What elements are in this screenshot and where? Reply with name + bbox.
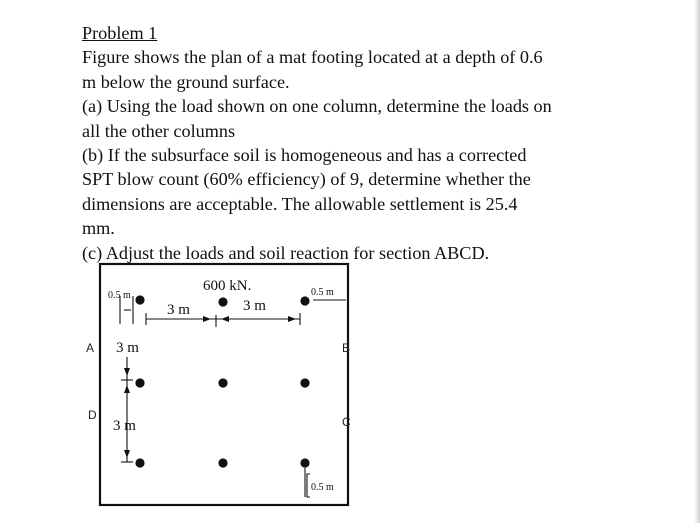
problem-line: all the other columns [82,120,236,141]
dim-vertical-1-label: 3 m [116,340,139,356]
column-loaded [218,297,227,306]
column [218,378,227,387]
problem-line: (c) Adjust the loads and soil reaction for section ABCD. [82,242,490,263]
section-label-a: A [86,341,95,355]
load-label: 600 kN. [203,278,252,294]
dim-span-2-label: 3 m [243,298,266,314]
dim-edge-top-left-label: 0.5 m [108,290,131,301]
problem-line: (a) Using the load shown on one column, determine the loads on [82,96,552,117]
section-label-c: C [342,415,351,429]
column [300,458,309,467]
dim-span-vertical [121,357,133,462]
column [218,458,227,467]
page-edge-shadow [694,0,700,523]
problem-title: Problem 1 [82,23,158,43]
problem-line: (b) If the subsurface soil is homogeneous and has a corrected [82,145,527,166]
problem-line: Figure shows the plan of a mat footing located at a depth of 0.6 [82,47,543,68]
dim-edge-bottom-right-label: 0.5 m [311,482,334,493]
problem-line: dimensions are acceptable. The allowable settlement is 25.4 [82,193,518,214]
problem-line: mm. [82,218,115,239]
problem-line: m below the ground surface. [82,71,290,92]
problem-line: SPT blow count (60% efficiency) of 9, determine whether the [82,169,531,190]
column [300,378,309,387]
column [135,378,144,387]
column [135,295,144,304]
dim-edge-top-right-label: 0.5 m [311,287,334,298]
section-label-b: B [342,341,351,355]
dim-edge-bottom-right [305,468,310,497]
dim-vertical-2-label: 3 m [113,418,136,434]
section-label-d: D [88,408,97,422]
column [300,296,309,305]
column [135,458,144,467]
dim-span-1-label: 3 m [167,302,190,318]
